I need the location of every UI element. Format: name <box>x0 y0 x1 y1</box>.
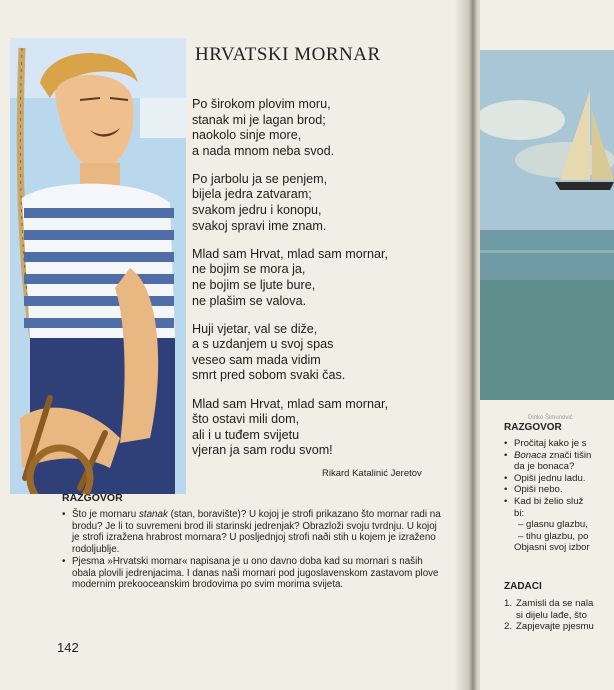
list-item: • Bonaca znači tišin <box>504 450 591 462</box>
question-item: • Pjesma »Hrvatski mornar« napisana je u ono davno doba kad su mornari s naših obala plovili jedrenjacima. I danas naši mornari pod jugoslavenskom zastavom plove modernim prekooceanskim brodovima po svim morima svijeta. <box>62 556 442 591</box>
list-item: Objasni svoj izbor <box>514 542 590 554</box>
poem-line: veseo sam mada vidim <box>192 352 321 367</box>
stanza <box>192 97 388 159</box>
poem-line: ne bojim se ljute bure, <box>192 277 316 292</box>
stanza <box>192 397 388 459</box>
painting-caption: Dinko Šimunović <box>528 415 573 421</box>
poem-line: svakom jedru i konopu, <box>192 203 322 218</box>
poem-line: naokolo sinje more, <box>192 128 302 143</box>
question-item: • Što je mornaru stanak (stan, boravište)? U kojoj je strofi prikazano što mornar radi na brodu? Je li to suvremeni brod ili starinski jedrenjak? Obrazloži svoju tvrdnju. U kojoj je strofi izražena hrabrost mornara? U posljednjoj strofi naði stih u kojem je izraženo rodoljublje. <box>62 509 442 555</box>
poem-author: Rikard Katalinić Jeretov <box>322 468 422 479</box>
list-item: da je bonaca? <box>514 461 575 473</box>
poem-line: Mlad sam Hrvat, mlad sam mornar, <box>192 246 388 261</box>
poem-line: stanak mi je lagan brod; <box>192 112 326 127</box>
poem-line: a s uzdanjem u svoj spas <box>192 337 334 352</box>
poem-line: svakoj spravi ime znam. <box>192 218 327 233</box>
stanza <box>192 172 388 234</box>
sailboat-painting <box>480 50 614 400</box>
tasks-list <box>504 598 594 633</box>
list-item: • Opiši nebo. <box>504 484 591 496</box>
poem-line: bijela jedra zatvaram; <box>192 187 312 202</box>
discussion-questions <box>62 509 442 592</box>
poem-line: Po širokom plovim moru, <box>192 97 331 111</box>
task-item-cont: si dijelu lađe, što <box>516 609 587 621</box>
right-discussion-list <box>504 438 591 554</box>
stanza <box>192 247 388 309</box>
list-item: – glasnu glazbu, <box>518 519 588 531</box>
poem-line: ne plašim se valova. <box>192 293 307 308</box>
tasks-heading: ZADACI <box>504 581 542 592</box>
poem-line: a nada mnom neba svod. <box>192 143 335 158</box>
poem-line: Huji vjetar, val se diže, <box>192 321 318 336</box>
stanza <box>192 322 388 384</box>
list-item: – tihu glazbu, po <box>518 530 589 542</box>
poem-title: HRVATSKI MORNAR <box>195 44 381 65</box>
poem-line: Mlad sam Hrvat, mlad sam mornar, <box>192 396 388 411</box>
sailor-illustration <box>10 38 186 494</box>
task-item: 2. Zapjevajte pjesmu <box>504 621 594 633</box>
list-item: bi: <box>514 507 525 519</box>
list-item: • Opiši jednu ladu. <box>504 473 591 485</box>
poem-line: vjeran ja sam rodu svom! <box>192 443 333 458</box>
poem-line: ne bojim se mora ja, <box>192 262 306 277</box>
poem-line: smrt pred sobom svaki čas. <box>192 368 346 383</box>
right-discussion-heading: RAZGOVOR <box>504 422 562 433</box>
list-item: • Pročitaj kako je s <box>504 438 591 450</box>
poem-line: Po jarbolu ja se penjem, <box>192 171 328 186</box>
poem-body <box>192 97 388 471</box>
poem-line: ali i u tuđem svijetu <box>192 427 300 442</box>
task-item: 1. Zamisli da se nala <box>504 598 594 609</box>
poem-line: što ostavi mili dom, <box>192 412 300 427</box>
page-number: 142 <box>57 640 79 655</box>
list-item: • Kad bi želio služ <box>504 496 591 508</box>
discussion-heading: RAZGOVOR <box>62 492 123 504</box>
